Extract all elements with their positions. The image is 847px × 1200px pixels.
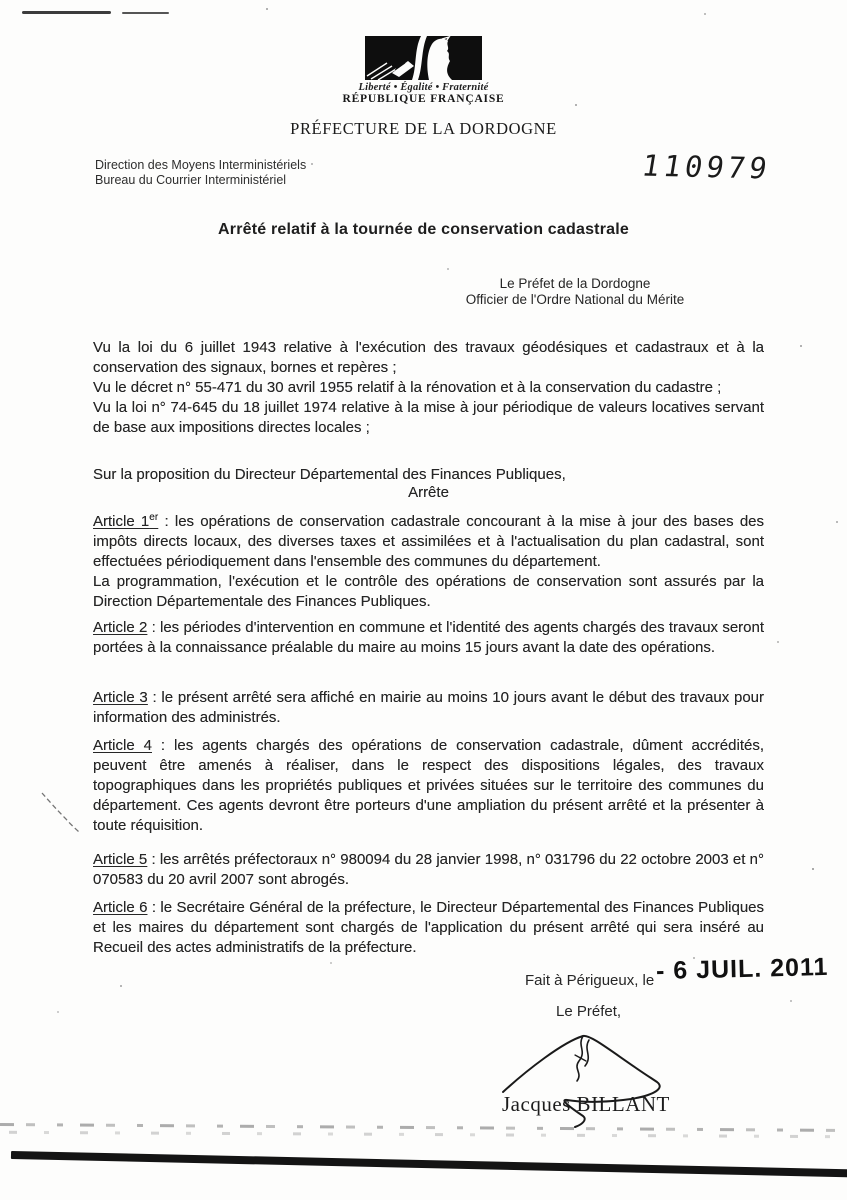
date-stamp: - 6 JUIL. 2011 <box>655 952 829 986</box>
scan-artifact-line <box>122 12 169 14</box>
article-label: Article 5 <box>93 851 148 868</box>
signatory-title: Le Préfet, <box>556 1003 622 1020</box>
service-bureau-line: Bureau du Courrier Interministériel <box>95 173 287 187</box>
scan-black-bar <box>11 1151 847 1177</box>
recitals-block <box>93 338 764 438</box>
recital-paragraph: Vu le décret n° 55-471 du 30 avril 1955 relatif à la rénovation et à la conservation du cadastre ; <box>93 379 722 396</box>
place-and-date-line: Fait à Périgueux, le <box>525 972 655 989</box>
logo-motto: Liberté • Égalité • Fraternité <box>358 82 489 93</box>
margin-pen-stroke <box>35 788 87 840</box>
article-paragraph: Article 6 : le Secrétaire Général de la préfecture, le Directeur Départemental des Finances Publiques et les maires du département sont chargés de l'application du présent arrêté qui sera inséré au Recueil des actes administratifs de la préfecture. <box>93 899 765 956</box>
article-paragraph: Article 1er : les opérations de conservation cadastrale concourant à la mise à jour des bases des impôts directs locaux, des diverses taxes et assimilées et à l'actualisation du plan cadastral, sont effectuées périodiquement dans l'ensemble des communes du département. La programmation, l'exécution et le contrôle des opérations de conservation sont assurés par la Direction Départementale des Finances Publiques. <box>93 512 765 610</box>
authority-honor-line: Officier de l'Ordre National du Mérite <box>465 292 685 307</box>
article-paragraph: Article 3 : le présent arrêté sera affiché en mairie au moins 10 jours avant le début des travaux pour information des administrés. <box>93 689 764 726</box>
proposition-line: Sur la proposition du Directeur Départemental des Finances Publiques, <box>93 466 566 483</box>
article-label: Article 6 <box>93 899 148 916</box>
scan-artifact-line <box>22 11 111 14</box>
authority-block <box>455 276 695 308</box>
article-label: Article 2 <box>93 619 148 636</box>
recital-paragraph: Vu la loi n° 74-645 du 18 juillet 1974 relative à la mise à jour périodique de valeurs locatives servant de base aux impositions directes locales ; <box>93 399 764 436</box>
recital-paragraph: Vu la loi du 6 juillet 1943 relative à l'exécution des travaux géodésiques et cadastraux et à la conservation des signaux, bornes et repères ; <box>93 339 764 376</box>
article-paragraph: Article 2 : les périodes d'intervention en commune et l'identité des agents chargés des travaux seront portées à la connaissance préalable du maire au moins 15 jours avant la date des opérations. <box>93 619 765 656</box>
article-label: Article 1er <box>93 512 159 530</box>
article-continuation: La programmation, l'exécution et le contrôle des opérations de conservation sont assurés par la Direction Départementale des Finances Publiques. <box>93 573 764 610</box>
prefecture-title: PRÉFECTURE DE LA DORDOGNE <box>290 119 557 138</box>
signature-flourish <box>415 1024 735 1136</box>
article-paragraph: Article 4 : les agents chargés des opérations de conservation cadastrale, dûment accrédités, peuvent être amenés à réaliser, dans le respect des dispositions légales, des travaux topographiques dans les propriétés publiques et privées situées sur le territoire des communes du département. Ces agents devront être porteurs d'une ampliation du présent arrêté et la présenter à toute réquisition. <box>93 737 764 834</box>
signatory-name: Jacques BILLANT <box>502 1092 670 1116</box>
republique-francaise-logo <box>0 36 847 105</box>
marianne-logo-icon <box>365 36 482 80</box>
article-label: Article 3 <box>93 689 148 706</box>
scan-speckles <box>0 0 2 2</box>
issuing-service-block <box>95 158 306 188</box>
document-title: Arrêté relatif à la tournée de conservation cadastrale <box>218 221 629 238</box>
article-paragraph: Article 5 : les arrêtés préfectoraux n° 980094 du 28 janvier 1998, n° 031796 du 22 octobre 2003 et n° 070583 du 20 avril 2007 sont abrogés. <box>93 851 764 888</box>
registration-number-stamp: 110979 <box>639 148 774 186</box>
enacting-word: Arrête <box>408 484 449 501</box>
article-label: Article 4 <box>93 737 152 754</box>
logo-republic-name: RÉPUBLIQUE FRANÇAISE <box>342 93 505 105</box>
service-direction-line: Direction des Moyens Interministériels <box>95 158 307 172</box>
authority-name-line: Le Préfet de la Dordogne <box>499 276 651 291</box>
